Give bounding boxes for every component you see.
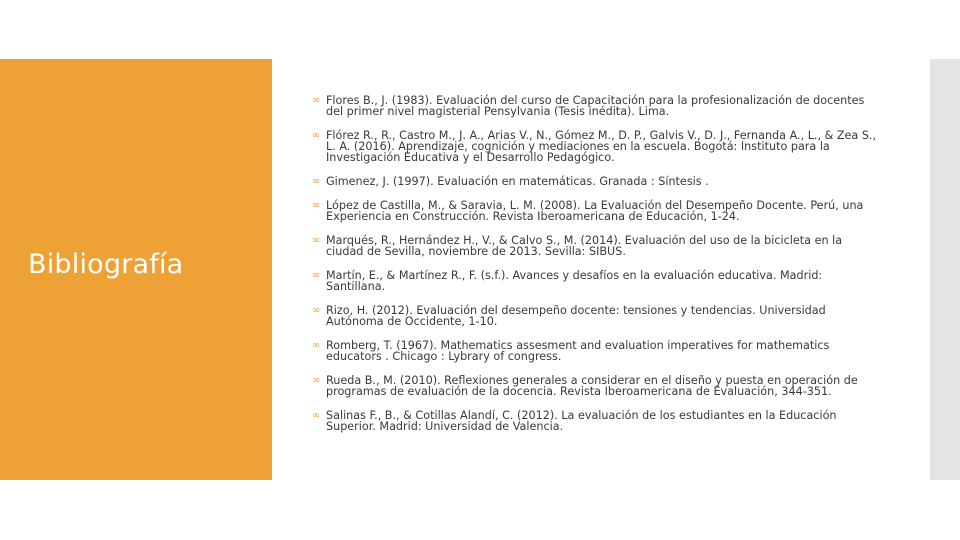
reference-text: Rizo, H. (2012). Evaluación del desempeño docente: tensiones y tendencias. Universidad Autónoma de Occidente, 1-10. [326,304,826,328]
infinity-bullet-icon: ∞ [312,270,321,281]
reference-text: Flores B., J. (1983). Evaluación del curso de Capacitación para la profesionalización de docentes del primer nivel magisterial Pensylvania (Tesis inédita). Lima. [326,94,865,118]
reference-item [312,130,878,163]
reference-item [312,200,878,222]
reference-item [312,176,878,187]
side-accent-bar [930,59,960,480]
reference-list [312,95,878,445]
reference-item [312,375,878,397]
reference-text: Salinas F., B., & Cotillas Alandí, C. (2012). La evaluación de los estudiantes en la Educación Superior. Madrid: Universidad de Valencia. [326,409,837,433]
reference-text: Gimenez, J. (1997). Evaluación en matemáticas. Granada : Síntesis . [326,175,709,188]
reference-item [312,95,878,117]
reference-item [312,410,878,432]
infinity-bullet-icon: ∞ [312,410,321,421]
reference-text: Romberg, T. (1967). Mathematics assesment and evaluation imperatives for mathematics educators . Chicago : Lybrary of congress. [326,339,830,363]
infinity-bullet-icon: ∞ [312,130,321,141]
reference-item [312,235,878,257]
reference-item [312,340,878,362]
reference-text: López de Castilla, M., & Saravia, L. M. (2008). La Evaluación del Desempeño Docente. Perú, una Experiencia en Construcción. Revista Iberoamericana de Educación, 1-24. [326,199,864,223]
reference-text: Martín, E., & Martínez R., F. (s.f.). Avances y desafíos en la evaluación educativa. Madrid: Santillana. [326,269,823,293]
infinity-bullet-icon: ∞ [312,200,321,211]
reference-text: Rueda B., M. (2010). Reflexiones generales a considerar en el diseño y puesta en operación de programas de evaluación de la docencia. Revista Iberoamericana de Evaluación, 344-351. [326,374,858,398]
reference-item [312,305,878,327]
infinity-bullet-icon: ∞ [312,235,321,246]
reference-item [312,270,878,292]
infinity-bullet-icon: ∞ [312,340,321,351]
infinity-bullet-icon: ∞ [312,305,321,316]
reference-text: Marqués, R., Hernández H., V., & Calvo S., M. (2014). Evaluación del uso de la bicicleta en la ciudad de Sevilla, noviembre de 2013. Sevilla: SIBUS. [326,234,843,258]
infinity-bullet-icon: ∞ [312,95,321,106]
infinity-bullet-icon: ∞ [312,375,321,386]
reference-text: Flórez R., R., Castro M., J. A., Arias V., N., Gómez M., D. P., Galvis V., D. J., Fernanda A., L., & Zea S., L. A. (2016). Aprendizaje, cognición y mediaciones en la escuela. Bogotá: Instituto para la Investigación Educativa y el Desarrollo Pedagógico. [326,129,877,164]
slide-title: Bibliografía [28,249,184,280]
infinity-bullet-icon: ∞ [312,176,321,187]
